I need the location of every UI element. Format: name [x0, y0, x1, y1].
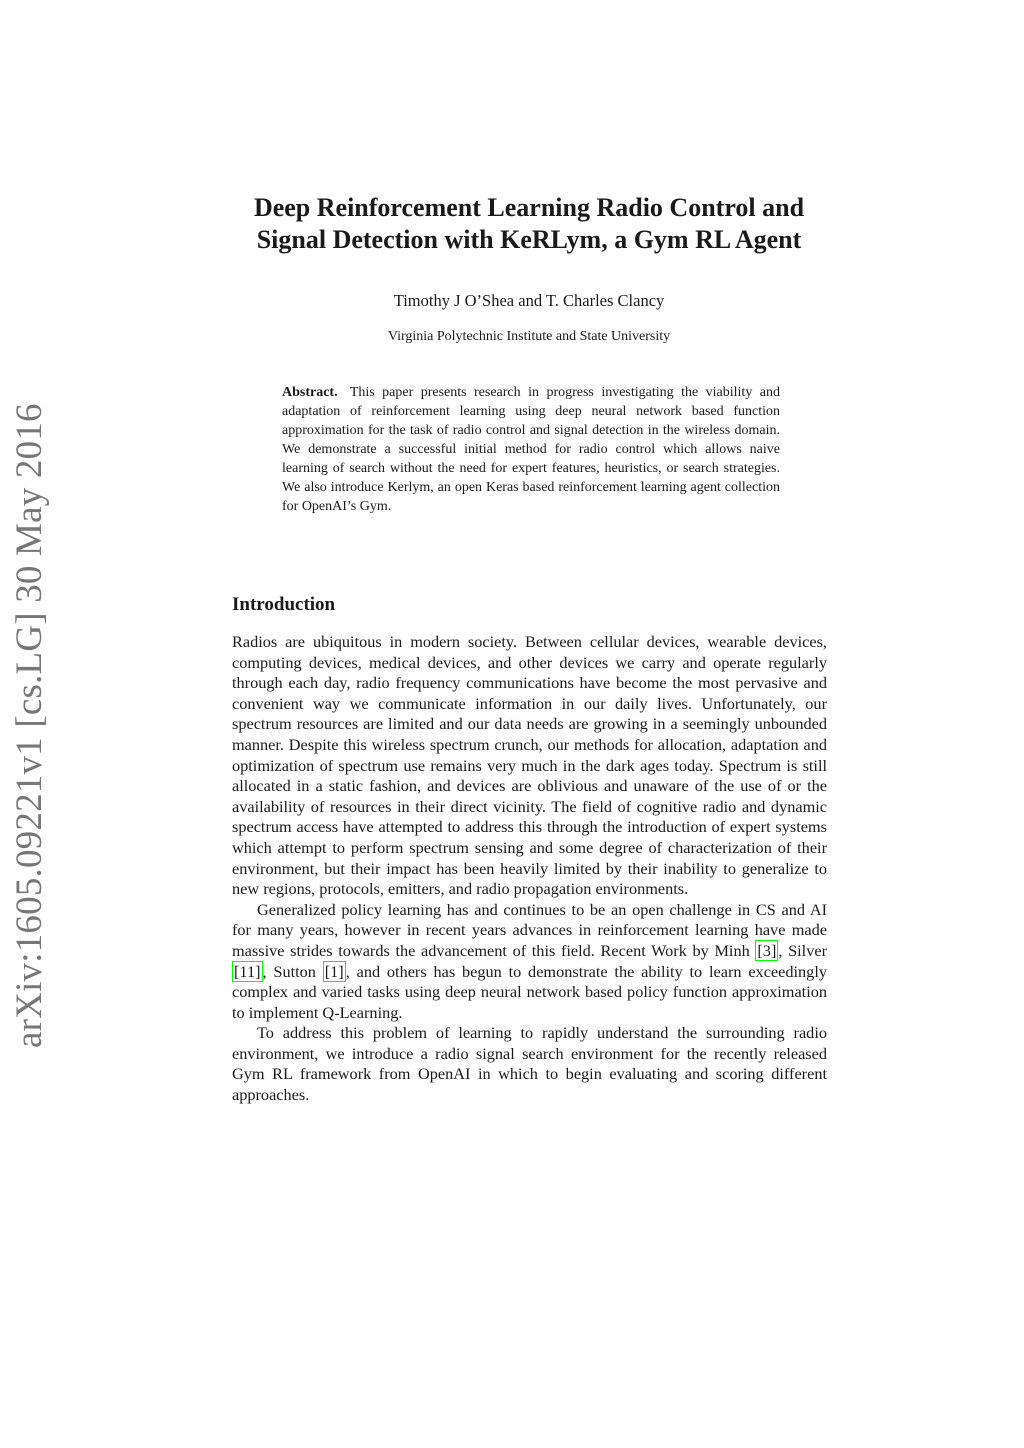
arxiv-identifier: arXiv:1605.09221v1 [cs.LG] 30 May 2016 — [9, 403, 50, 1048]
section-heading: Introduction — [232, 594, 336, 615]
paper-title — [200, 192, 858, 256]
abstract — [282, 383, 780, 516]
paragraph-3: To address this problem of learning to rapidly understand the surrounding radio environment, we introduce a radio signal search environment for the recently released Gym RL framework from OpenAI in which to begin evaluating and scoring different approaches. — [232, 1023, 827, 1105]
paragraph-2 — [232, 900, 827, 1024]
citation-link-3[interactable]: [3] — [757, 940, 777, 960]
paragraph-2-part-b: , Silver — [778, 940, 827, 960]
citation-link-11[interactable]: [11] — [234, 961, 261, 981]
title-line-1: Deep Reinforcement Learning Radio Control and — [253, 193, 805, 222]
paragraph-1: Radios are ubiquitous in modern society. Between cellular devices, wearable devices, computing devices, medical devices, and other devices we carry and operate regularly through each day, radio frequency communications have become the most pervasive and convenient way we communicate information in our daily lives. Unfortunately, our spectrum resources are limited and our data needs are growing in a seemingly unbounded manner. Despite this wireless spectrum crunch, our methods for allocation, adaptation and optimization of spectrum use remains very much in the dark ages today. Spectrum is still allocated in a static fashion, and devices are oblivious and unaware of the use of or the availability of resources in their direct vicinity. The field of cognitive radio and dynamic spectrum access have attempted to address this through the introduction of expert systems which attempt to perform spectrum sensing and some degree of characterization of their environment, but their impact has been heavily limited by their inability to generalize to new regions, protocols, emitters, and radio propagation environments. — [232, 632, 827, 899]
paragraph-2-part-c: , Sutton — [262, 961, 323, 981]
abstract-label: Abstract. — [282, 385, 338, 400]
abstract-text: This paper presents research in progress investigating the viability and adaptation of reinforcement learning using deep neural network based function approximation for the task of radio control and signal detection in the wireless domain. We demonstrate a successful initial method for radio control which allows naive learning of search without the need for expert features, heuristics, or search strategies. We also introduce Kerlym, an open Keras based reinforcement learning agent collection for OpenAI’s Gym. — [282, 385, 780, 514]
affiliation: Virginia Polytechnic Institute and State University — [387, 329, 671, 344]
paragraph-2-part-d: , and others has begun to demonstrate the ability to learn exceedingly complex and varied tasks using deep neural network based policy function approximation to implement Q-Learning. — [232, 961, 827, 1022]
title-line-2: Signal Detection with KeRLym, a Gym RL Agent — [256, 225, 802, 254]
paragraph-2-part-a: Generalized policy learning has and continues to be an open challenge in CS and AI for many years, however in recent years advances in reinforcement learning have made massive strides towards the advancement of this field. Recent Work by Minh — [232, 899, 827, 960]
body-text — [232, 632, 827, 1106]
citation-link-1[interactable]: [1] — [324, 961, 344, 981]
authors: Timothy J O’Shea and T. Charles Clancy — [393, 291, 665, 310]
